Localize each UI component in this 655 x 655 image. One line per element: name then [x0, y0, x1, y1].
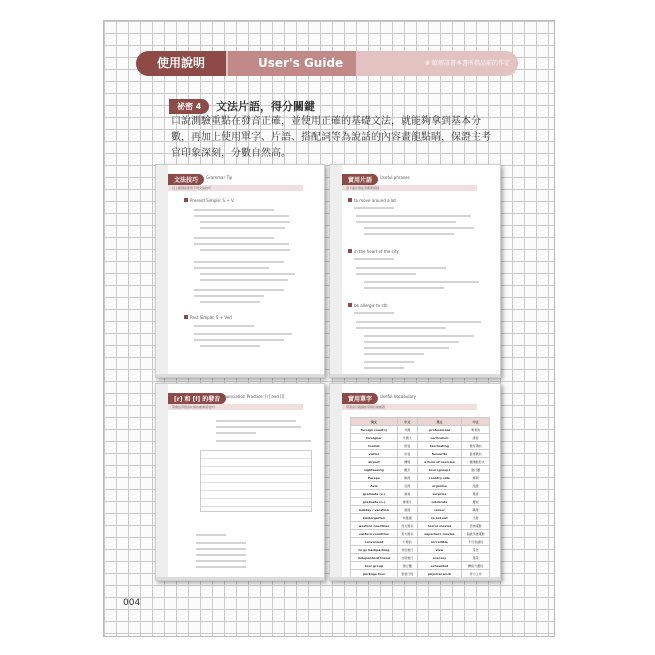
text-line	[200, 249, 290, 251]
banner-note: ※ 瞭解該書本書所指品前的作定	[425, 60, 510, 67]
vocab-cell: 勞力工作	[462, 570, 490, 578]
vocab-cell: 西方國家	[397, 522, 417, 530]
vocab-cell: physical work	[417, 570, 461, 578]
vocab-cell: 幼稚園	[397, 514, 417, 522]
banner-title: User's Guide	[228, 51, 356, 76]
vocab-cell: 方便的	[397, 538, 417, 546]
vocab-cell: graduate (n.)	[351, 498, 398, 506]
vocab-cell: 訪客	[397, 450, 417, 458]
thumb-tag: [r] 和 [l] 的發音	[168, 393, 226, 404]
grammar-tip-thumbnail	[155, 164, 325, 378]
text-line	[216, 440, 311, 442]
vocab-cell: 外國人	[397, 434, 417, 442]
vocab-cell: 外國	[397, 426, 417, 434]
thumb-item	[348, 198, 396, 203]
text-line	[194, 339, 284, 341]
vocab-row	[351, 498, 490, 506]
vocab-row	[351, 426, 490, 434]
text-line	[194, 215, 289, 217]
thumb-bottom	[330, 374, 500, 377]
text-line	[364, 361, 414, 363]
thumb-subbar: 學習完以後請在學詞以前複習	[342, 404, 477, 410]
vocab-cell: 景色	[462, 546, 490, 554]
vocab-cell: 旅行團	[462, 466, 490, 474]
text-line	[194, 325, 254, 327]
text-line	[196, 548, 246, 550]
vocab-cell: surprise	[417, 490, 461, 498]
vocab-cell: 鄉間	[462, 474, 490, 482]
vocab-row	[351, 482, 490, 490]
text-line	[194, 237, 274, 239]
thumb-sidebar	[156, 165, 168, 377]
vocab-header: 中文	[462, 418, 490, 426]
text-line	[196, 542, 246, 544]
text-line	[196, 554, 246, 556]
vocab-header: 英文	[351, 418, 398, 426]
vocab-cell: horror movies	[417, 522, 461, 530]
vocab-row	[351, 490, 490, 498]
vocab-cell: 職業	[462, 506, 490, 514]
vocab-cell: visitor	[351, 450, 398, 458]
thumb-bottom	[156, 577, 324, 580]
secret-body: 口說測驗重點在發音正確，並使用正確的基礎文法，就能夠拿到基本分數，再加上使用單字、片語、搭配詞等為說話的內容畫龍點睛，保證主考官印象深刻，分數自然高。	[171, 116, 491, 159]
text-line	[364, 367, 404, 369]
vocab-cell: graduate (v.)	[351, 490, 398, 498]
vocab-cell: kindergarten	[351, 514, 398, 522]
vocab-cell: independent travel	[351, 554, 398, 562]
text-line	[200, 279, 288, 281]
text-line	[194, 243, 289, 245]
text-line	[356, 267, 446, 269]
vocab-cell: professional	[417, 426, 461, 434]
text-line	[356, 221, 456, 223]
thumb-sidebar	[330, 384, 342, 580]
vocab-cell: convenient	[351, 538, 398, 546]
vocab-cell: 極有趣的	[462, 442, 490, 450]
vocab-row	[351, 538, 490, 546]
thumb-subbar: 學會在學發音[r]和[l]的發音技巧	[168, 404, 303, 410]
text-line	[194, 261, 284, 263]
vocab-header: 中文	[397, 418, 417, 426]
thumb-tag: 實用片語	[342, 174, 378, 185]
text-line	[356, 273, 416, 275]
vocab-cell: eastern countries	[351, 530, 398, 538]
vocab-row	[351, 434, 490, 442]
text-line	[364, 287, 444, 289]
vocab-cell: 遊客	[397, 442, 417, 450]
vocab-cell: 精疲力盡的	[462, 562, 490, 570]
text-line	[216, 432, 256, 434]
vocab-cell: superhero movies	[417, 530, 461, 538]
vocab-row	[351, 546, 490, 554]
text-line	[194, 267, 269, 269]
text-line	[194, 295, 264, 297]
text-line	[200, 301, 260, 303]
vocab-cell: 歐洲	[397, 474, 417, 482]
thumb-item-text: Present Simple: S + V	[190, 198, 234, 203]
vocab-row	[351, 522, 490, 530]
text-line	[196, 560, 246, 562]
thumb-subtitle: Pronunciation Practice: [r] and [l]	[218, 394, 285, 399]
text-line	[194, 289, 284, 291]
secret-title: 文法片語，得分關鍵	[216, 100, 315, 113]
vocab-cell: 假期	[397, 506, 417, 514]
thumb-item	[348, 303, 389, 308]
text-line	[364, 341, 459, 343]
useful-phrases-thumbnail	[329, 164, 501, 378]
vocab-header-row	[351, 418, 490, 426]
text-line	[354, 207, 394, 209]
text-line	[194, 209, 274, 211]
vocab-header: 英文	[417, 418, 461, 426]
vocab-cell: exhausted	[417, 562, 461, 570]
vocab-cell: 恐怖電影	[462, 522, 490, 530]
text-line	[200, 227, 285, 229]
thumb-subtitle: Useful phrases	[380, 175, 410, 180]
vocab-cell: western countries	[351, 522, 398, 530]
thumb-item	[184, 315, 232, 320]
thumb-subbar: 這下面片語在這裡使用到	[342, 185, 477, 191]
thumb-bottom	[156, 374, 324, 377]
vocab-cell: 畢業	[397, 490, 417, 498]
thumb-item-text: to move around a lot	[354, 198, 396, 203]
thumb-sidebar	[330, 165, 342, 377]
vocabulary-table	[350, 417, 490, 578]
text-line	[356, 327, 446, 329]
vocab-row	[351, 458, 490, 466]
pronunciation-thumbnail	[155, 383, 325, 581]
vocab-cell: 最喜歡的	[462, 450, 490, 458]
text-line	[196, 534, 226, 536]
vocab-cell: 機場	[397, 458, 417, 466]
vocab-cell: sightseeing	[351, 466, 398, 474]
vocab-cell: 課程	[462, 434, 490, 442]
vocab-cell: 自助旅行	[397, 554, 417, 562]
vocab-cell: holiday / vacation	[351, 506, 398, 514]
vocab-cell: view	[417, 546, 461, 554]
vocab-cell: package tour	[351, 570, 398, 578]
vocab-cell: organise	[417, 482, 461, 490]
vocab-cell: to set out	[417, 514, 461, 522]
text-line	[364, 227, 474, 229]
exercise-table	[200, 450, 312, 512]
useful-vocabulary-thumbnail	[329, 383, 501, 581]
vocab-cell: airport	[351, 458, 398, 466]
thumb-item-text: Past Simple: S + Ved	[190, 315, 232, 320]
text-line	[354, 258, 394, 260]
vocab-cell: 東方國家	[397, 530, 417, 538]
vocab-cell: 背包旅行	[397, 546, 417, 554]
vocab-cell: 組織	[462, 482, 490, 490]
thumb-sidebar	[156, 384, 168, 580]
vocab-cell: fascinating	[417, 442, 461, 450]
vocab-row	[351, 554, 490, 562]
banner-section-label: 使用說明	[136, 51, 226, 76]
text-line	[354, 312, 394, 314]
text-line	[356, 215, 471, 217]
text-line	[364, 353, 424, 355]
vocab-cell: Europe	[351, 474, 398, 482]
text-line	[200, 273, 295, 275]
vocab-row	[351, 442, 490, 450]
vocab-cell: career	[417, 506, 461, 514]
vocab-row	[351, 466, 490, 474]
thumb-bottom	[330, 577, 500, 580]
vocab-cell: curriculum	[417, 434, 461, 442]
vocab-cell: 驚喜	[462, 490, 490, 498]
thumb-tag: 文法技巧	[168, 174, 204, 185]
thumb-item	[348, 249, 399, 254]
text-line	[200, 345, 260, 347]
vocab-cell: 出發	[462, 514, 490, 522]
thumb-subbar: 以上範例是使用下列文法技巧	[168, 185, 303, 191]
vocab-row	[351, 530, 490, 538]
text-line	[364, 281, 479, 283]
vocab-cell: tourist	[351, 442, 398, 450]
text-line	[216, 420, 296, 422]
vocab-cell: 畢業生	[397, 498, 417, 506]
text-line	[356, 321, 481, 323]
page-number: 004	[123, 598, 141, 608]
vocab-row	[351, 562, 490, 570]
vocab-cell: to go backpacking	[351, 546, 398, 554]
vocab-cell: 套裝行程	[397, 570, 417, 578]
secret-tag: 祕密 4	[169, 99, 209, 114]
vocab-cell: tour (group)	[417, 466, 461, 474]
vocab-row	[351, 514, 490, 522]
vocab-row	[351, 506, 490, 514]
text-line	[364, 347, 449, 349]
thumb-item-text: be allergic to sth.	[354, 303, 389, 308]
vocab-row	[351, 450, 490, 458]
vocab-cell: incredible	[417, 538, 461, 546]
thumb-subtitle: Useful Vocabulary	[380, 394, 416, 399]
text-line	[196, 566, 246, 568]
thumb-item-text: in the heart of the city	[354, 249, 399, 254]
thumb-tag: 實用單字	[342, 393, 378, 404]
vocab-cell: country side	[417, 474, 461, 482]
vocab-cell: Asia	[351, 482, 398, 490]
vocab-cell: foreigner	[351, 434, 398, 442]
vocab-cell: 一種運動形式	[462, 458, 490, 466]
vocab-cell: 超級英雄電影	[462, 530, 490, 538]
thumb-item	[184, 198, 234, 203]
vocab-cell: 旅行團	[397, 562, 417, 570]
vocab-cell: 慶祝	[462, 498, 490, 506]
text-line	[194, 333, 292, 335]
text-line	[200, 221, 290, 223]
vocab-cell: celebrate	[417, 498, 461, 506]
vocab-cell: 觀光	[397, 466, 417, 474]
vocab-cell: 亞洲	[397, 482, 417, 490]
vocab-cell: tour group	[351, 562, 398, 570]
vocab-cell: foreign country	[351, 426, 398, 434]
vocab-cell: scenery	[417, 554, 461, 562]
vocab-cell: 不可思議的	[462, 538, 490, 546]
vocab-cell: 風景	[462, 554, 490, 562]
text-line	[364, 335, 474, 337]
thumb-subtitle: Grammar Tip	[206, 175, 233, 180]
vocab-row	[351, 474, 490, 482]
vocab-cell: a form of exercise	[417, 458, 461, 466]
text-line	[364, 233, 454, 235]
text-line	[216, 426, 301, 428]
vocab-cell: favourite	[417, 450, 461, 458]
vocab-cell: 專業的	[462, 426, 490, 434]
